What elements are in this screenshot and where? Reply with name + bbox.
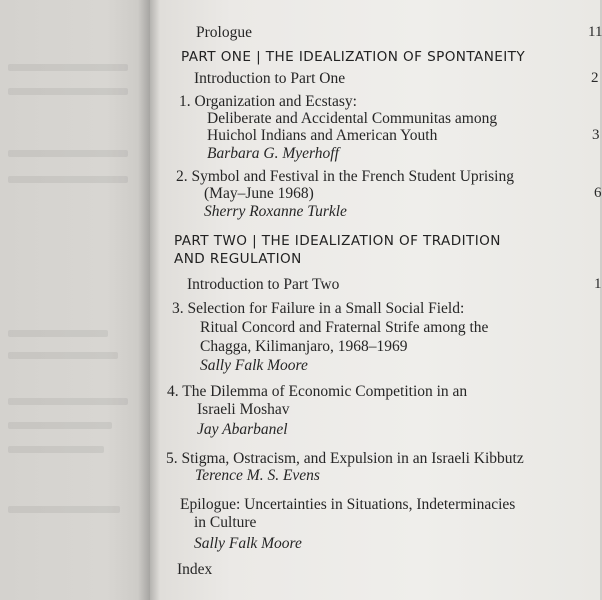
faint-text-line [8,88,128,95]
intro-part-one-page-number: 2 [591,70,599,86]
chapter-1-title-cont: Huichol Indians and American Youth [207,127,438,144]
intro-part-two-entry: Introduction to Part Two [187,276,340,293]
book-gutter [138,0,160,600]
chapter-4-title-cont: Israeli Moshav [197,401,290,418]
chapter-3-title-cont: Ritual Concord and Fraternal Strife among the [200,319,489,336]
chapter-3-title-cont: Chagga, Kilimanjaro, 1968–1969 [200,338,408,355]
chapter-2-title-cont: (May–June 1968) [204,185,314,202]
index-entry: Index [177,561,213,578]
faint-text-line [8,422,112,429]
epilogue-author: Sally Falk Moore [194,535,302,552]
chapter-5-author: Terence M. S. Evens [195,467,320,484]
chapter-4-title: 4. The Dilemma of Economic Competition in an [167,383,468,400]
faint-text-line [8,446,104,453]
chapter-1-title: 1. Organization and Ecstasy: [179,93,357,110]
left-page [0,0,152,600]
prologue-page-number: 11 [588,24,602,40]
faint-text-line [8,330,108,337]
faint-text-line [8,150,128,157]
part-one-heading: PART ONE | THE IDEALIZATION OF SPONTANEITY [181,49,526,65]
chapter-1-title-cont: Deliberate and Accidental Communitas among [207,110,498,127]
chapter-3-author: Sally Falk Moore [200,357,308,374]
faint-text-line [8,398,128,405]
chapter-5-title: 5. Stigma, Ostracism, and Expulsion in an Israeli Kibbutz [166,450,524,467]
chapter-2-author: Sherry Roxanne Turkle [204,203,347,220]
chapter-4-author: Jay Abarbanel [197,421,288,438]
chapter-1-page-number: 3 [592,127,600,143]
intro-part-one-entry: Introduction to Part One [194,70,346,87]
part-two-heading-cont: AND REGULATION [174,251,302,267]
epilogue-title-cont: in Culture [194,514,257,531]
faint-text-line [8,506,120,513]
part-two-heading: PART TWO | THE IDEALIZATION OF TRADITION [174,233,501,249]
faint-text-line [8,176,128,183]
faint-text-line [8,352,118,359]
chapter-2-title: 2. Symbol and Festival in the French Student Uprising [176,168,514,185]
epilogue-title: Epilogue: Uncertainties in Situations, Indeterminacies [180,496,516,513]
chapter-3-title: 3. Selection for Failure in a Small Social Field: [172,300,465,317]
intro-part-two-page-number: 1 [594,276,602,292]
faint-text-line [8,64,128,71]
chapter-1-author: Barbara G. Myerhoff [207,145,339,162]
chapter-2-page-number: 6 [594,185,602,201]
prologue-entry: Prologue [196,24,252,41]
